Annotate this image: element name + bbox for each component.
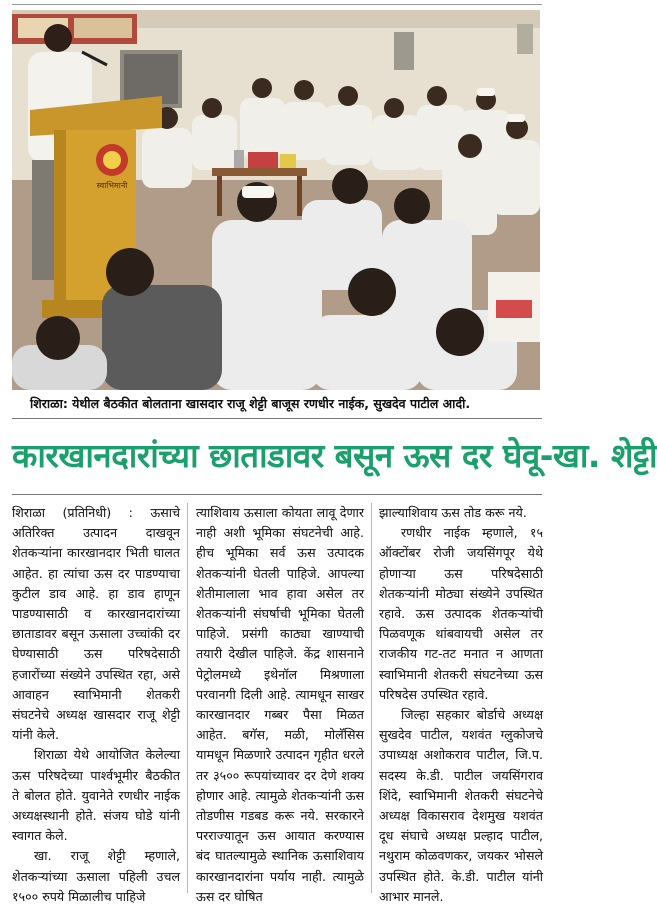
paragraph: झाल्याशिवाय ऊस तोड करू नये. — [379, 505, 527, 520]
paragraph: खा. राजू शेट्टी म्हणाले, शेतकऱ्यांच्या ऊसाला पहिली उचल १५०० रुपये मिळालीच पाहिजे — [12, 848, 180, 904]
paragraph: त्याशिवाय ऊसाला कोयता लावू देणार नाही अशी भूमिका संघटनेची आहे. हीच भूमिका सर्व ऊस उत्पादक शेतकऱ्यांनी घेतली पाहिजे. आपल्या शेतीमालाला भाव हावा असेल तर शेतकऱ्यांनी संघर्षाची भूमिका घेतली पाहिजे. प्रसंगी काठ्या खाण्याची तयारी देखील पाहिजे. केंद्र शासनाने पेट्रोलमध्ये इथेनॉल मिश्रणाला परवानगी दिली आहे. त्यामधून साखर कारखानदार गब्बर पैसा मिळत आहेत. बगॅस, मळी, मोलॅसिस यामधून मिळणारे उत्पादन गृहीत धरले तर ३५०० रूपयांच्यावर दर देणे शक्य होणार आहे. त्यामुळे शेतकऱ्यांनी ऊस तोडणीस गडबड करू नये. सरकारने परराज्यातून ऊस आयात करण्यास बंद घातल्यामुळे स्थानिक ऊसाशिवाय कारखानदारांना पर्याय नाही. त्यामुळे ऊस दर घोषित — [196, 505, 364, 904]
article-column-3 — [379, 503, 543, 904]
caption-rule — [12, 418, 542, 419]
paragraph: रणधीर नाईक म्हणाले, १५ ऑक्टोंबर रोजी जयसिंगपूर येथे होणाऱ्या ऊस परिषदेसाठी शेतकऱ्यांनी मोठ्या संख्येने उपस्थित रहावे. ऊस उत्पादक शेतकऱ्यांची पिळवणूक थांबवायची असेल तर राजकीय गट-तट मनात न आणता स्वाभिमानी शेतकरी संघटनेच्या ऊस परिषदेस उपस्थित रहावे. — [379, 525, 543, 702]
svg-text:स्वाभिमानी: स्वाभिमानी — [96, 181, 128, 190]
column-divider — [187, 503, 188, 893]
photo-caption: शिराळा: येथील बैठकीत बोलताना खासदार राजू शेट्टी बाजूस रणधीर नाईक, सुखदेव पाटील आदी. — [30, 396, 471, 411]
headline-rule — [12, 494, 542, 495]
article-column-2 — [196, 503, 364, 904]
top-rule — [12, 4, 542, 5]
meeting-photo-illustration — [12, 10, 540, 390]
headline: कारखानदारांच्या छाताडावर बसून ऊस दर घेवू-खा. शेट्टी — [12, 436, 657, 475]
news-photo — [12, 10, 540, 390]
paragraph: शिराळा येथे आयोजित केलेल्या ऊस परिषदेच्या पार्श्वभूमीर बैठकीत ते बोलत होते. युवानेते रणधीर नाईक अध्यक्षस्थानी होते. संजय घोडे यांनी स्वागत केले. — [12, 747, 180, 844]
paragraph: शिराळा (प्रतिनिधी) : ऊसाचे अतिरिक्त उत्पादन दाखवून शेतकऱ्यांना कारखानदार भिती घालत आहेत. हा त्यांचा ऊस दर पाडण्याचा कुटील डाव आहे. हा डाव हाणून पाडण्यासाठी व कारखानदारांच्या छाताडावर बसून ऊसाला उच्चांकी दर घेण्यासाठी ऊस परिषदेसाठी हजारोंच्या संख्येने उपस्थित रहा, असे आवाहन स्वाभिमानी शेतकरी संघटनेचे अध्यक्ष खासदार राजू शेट्टी यांनी केले. — [12, 505, 180, 743]
column-divider — [371, 503, 372, 893]
article-column-1 — [12, 503, 180, 904]
paragraph: जिल्हा सहकार बोर्डाचे अध्यक्ष सुखदेव पाटील, यशवंत ग्लुकोजचे उपाध्यक्ष अशोकराव पाटील, जि.प. सदस्य के.डी. पाटील जयसिंगराव शिंदे, स्वाभिमानी शेतकरी संघटनेचे अध्यक्ष विकासराव देशमुख यशवंत दूध संघाचे अध्यक्ष प्रल्हाद पाटील, नथुराम कोळवणकर, जयकर भोसले उपस्थित होते. के.डी. पाटील यांनी आभार मानले. — [379, 707, 543, 904]
